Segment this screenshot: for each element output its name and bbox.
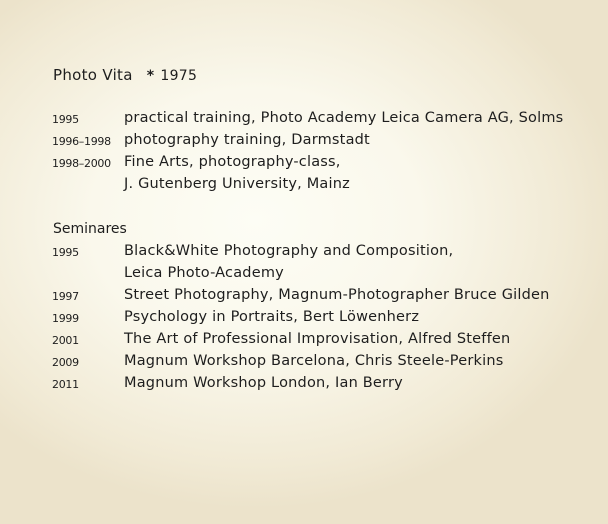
entry-text: Magnum Workshop London, Ian Berry [124,375,403,391]
vita-entry [52,110,592,132]
vita-entry [52,154,592,176]
vita-entry [52,176,592,198]
entry-text: Black&White Photography and Composition, [124,243,454,259]
entry-year: 2011 [52,378,79,391]
entry-text: Leica Photo-Academy [124,265,284,281]
entry-text: Fine Arts, photography-class, [124,154,341,170]
entry-year: 1995 [52,246,79,259]
entry-text: practical training, Photo Academy Leica Camera AG, Solms [124,110,564,126]
vita-title: Photo Vita [53,66,133,84]
seminar-entry [52,353,592,375]
entry-year: 2009 [52,356,79,369]
vita-entry [52,132,592,154]
entry-text: photography training, Darmstadt [124,132,370,148]
entry-text: Street Photography, Magnum-Photographer Bruce Gilden [124,287,550,303]
birth-year: 1975 [160,68,198,84]
entry-year: 1999 [52,312,79,325]
entry-text: J. Gutenberg University, Mainz [124,176,350,192]
entry-text: Psychology in Portraits, Bert Löwenherz [124,309,420,325]
entry-text: Magnum Workshop Barcelona, Chris Steele-Perkins [124,353,504,369]
seminar-entry [52,375,592,397]
entry-year: 1997 [52,290,79,303]
vita-heading [53,66,197,84]
entry-year: 1996–1998 [52,135,111,148]
birth-info [147,68,197,84]
entry-year: 2001 [52,334,79,347]
birth-marker: * [146,68,155,84]
seminar-entry [52,287,592,309]
seminar-entry [52,243,592,265]
entry-text: The Art of Professional Improvisation, Alfred Steffen [124,331,511,347]
seminares-heading: Seminares [53,221,127,237]
seminar-entry [52,309,592,331]
seminar-entry [52,265,592,287]
seminar-entry [52,331,592,353]
entry-year: 1995 [52,113,79,126]
entry-year: 1998–2000 [52,157,111,170]
